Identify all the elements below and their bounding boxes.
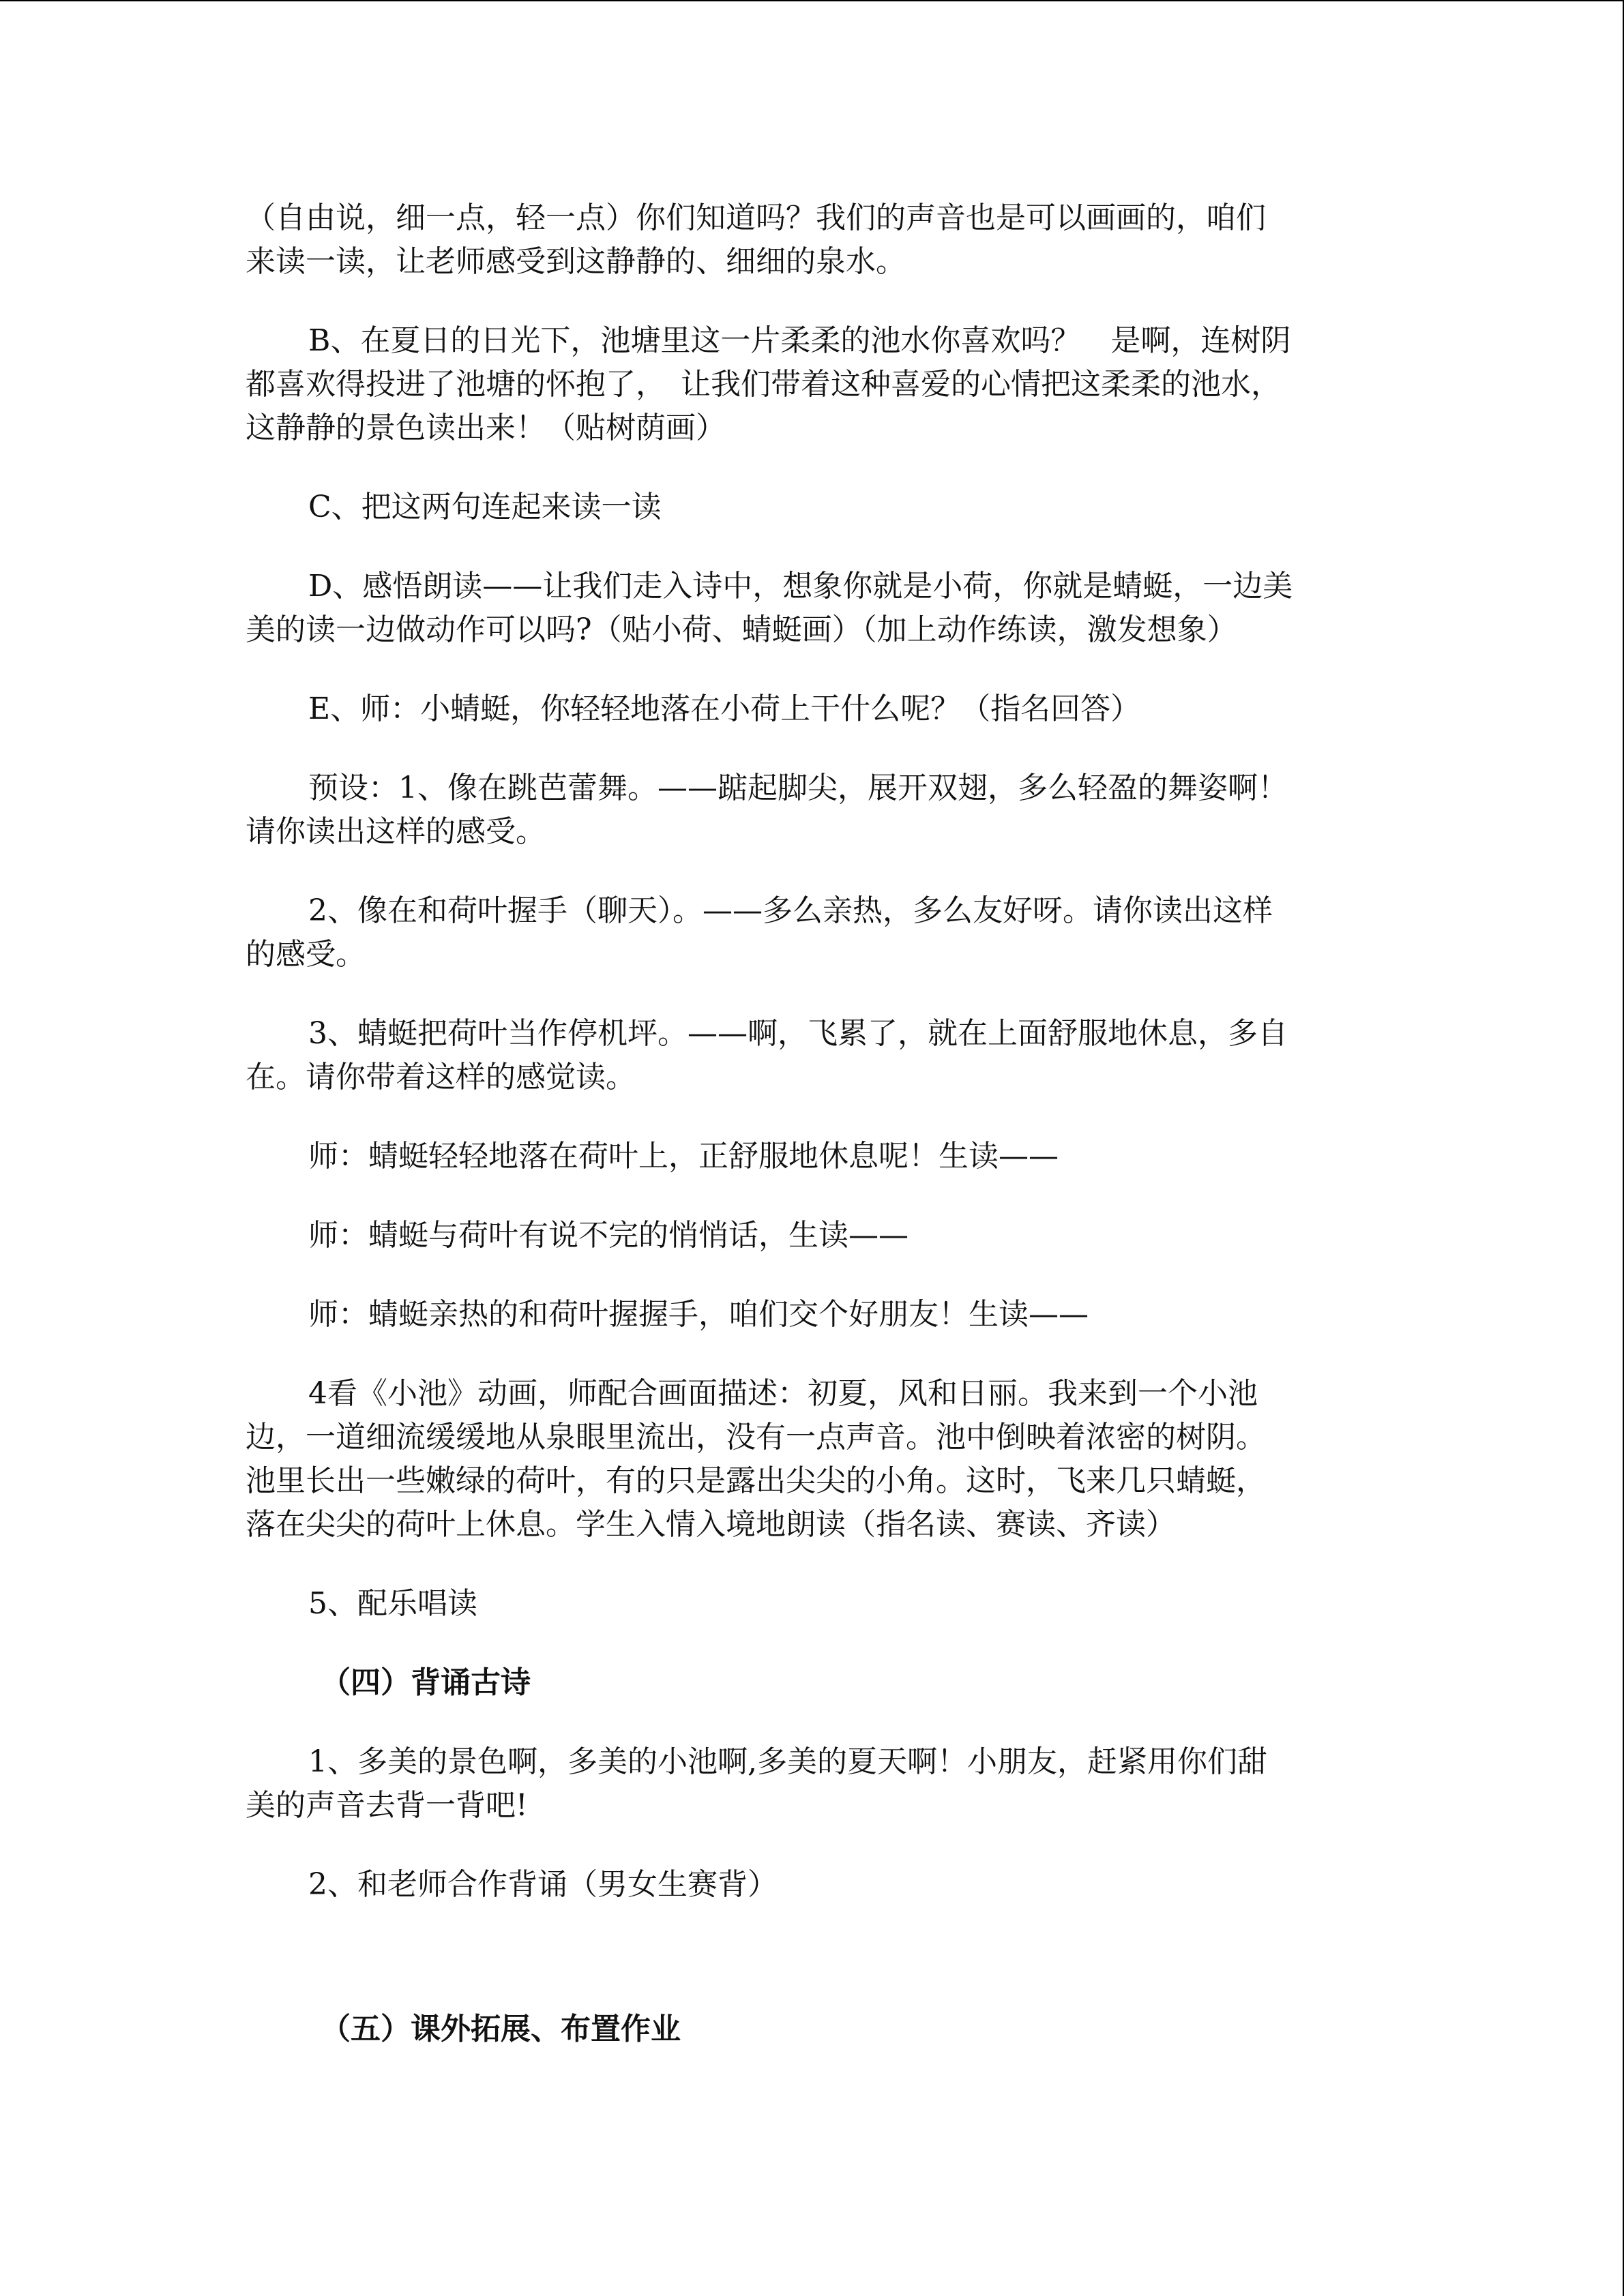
text-line: 1、多美的景色啊，多美的小池啊,多美的夏天啊！小朋友，赶紧用你们甜: [308, 1744, 1267, 1779]
text-line: 5、配乐唱读: [308, 1586, 477, 1621]
text-line: 师：蜻蜓轻轻地落在荷叶上，正舒服地休息呢！生读——: [308, 1139, 1059, 1174]
paragraph-music-reading: [246, 1582, 1381, 1626]
text-line: 2、和老师合作背诵（男女生赛背）: [308, 1867, 778, 1902]
text-line: 师：蜻蜓与荷叶有说不完的悄悄话，生读——: [308, 1218, 909, 1253]
text-line: 都喜欢得投进了池塘的怀抱了， 让我们带着这种喜爱的心情把这柔柔的池水，: [246, 367, 1281, 402]
text-line: 边，一道细流缓缓地从泉眼里流出，没有一点声音。池中倒映着浓密的树阴。: [246, 1420, 1266, 1455]
paragraph-teacher-2: [246, 1214, 1381, 1257]
text-line: 预设：1、像在跳芭蕾舞。——踮起脚尖，展开双翅，多么轻盈的舞姿啊！: [308, 771, 1288, 805]
text-line: 3、蜻蜓把荷叶当作停机坪。——啊，飞累了，就在上面舒服地休息，多自: [308, 1016, 1288, 1051]
text-line: D、感悟朗读——让我们走入诗中，想象你就是小荷，你就是蜻蜓，一边美: [308, 569, 1293, 603]
document-body: [246, 196, 1381, 2087]
paragraph-teacher-1: [246, 1135, 1381, 1178]
paragraph-preset-2: [246, 889, 1381, 976]
paragraph-animation: [246, 1372, 1381, 1547]
text-line: 4看《小池》动画，师配合画面描述：初夏，风和日丽。我来到一个小池: [308, 1376, 1258, 1411]
paragraph-preset-3: [246, 1012, 1381, 1099]
text-line: （自由说，细一点，轻一点）你们知道吗？我们的声音也是可以画画的，咱们: [246, 200, 1266, 235]
text-line: 的感受。: [246, 937, 366, 972]
paragraph-c: [246, 486, 1381, 529]
text-line: E、师：小蜻蜓，你轻轻地落在小荷上干什么呢？（指名回答）: [308, 691, 1141, 726]
section-heading-5: （五）课外拓展、布置作业: [321, 2012, 681, 2046]
text-line: 2、像在和荷叶握手（聊天）。——多么亲热，多么友好呀。请你读出这样: [308, 893, 1273, 928]
text-line: 在。请你带着这样的感觉读。: [246, 1060, 636, 1094]
paragraph-recite-2: [246, 1863, 1381, 1907]
text-line: C、把这两句连起来读一读: [308, 490, 662, 524]
text-line: 师：蜻蜓亲热的和荷叶握握手，咱们交个好朋友！生读——: [308, 1297, 1089, 1332]
text-line: 落在尖尖的荷叶上休息。学生入情入境地朗读（指名读、赛读、齐读）: [246, 1507, 1176, 1542]
text-line: B、在夏日的日光下，池塘里这一片柔柔的池水你喜欢吗？ 是啊，连树阴: [308, 323, 1291, 358]
paragraph-recite-1: [246, 1740, 1381, 1828]
text-line: 请你读出这样的感受。: [246, 814, 546, 849]
paragraph-e: [246, 687, 1381, 731]
text-line: 美的读一边做动作可以吗?（贴小荷、蜻蜓画）（加上动作练读，激发想象）: [246, 612, 1237, 647]
text-line: 美的声音去背一背吧!: [246, 1788, 528, 1823]
text-line: 来读一读，让老师感受到这静静的、细细的泉水。: [246, 244, 906, 279]
section-heading-4: （四）背诵古诗: [321, 1665, 531, 1700]
paragraph-d: [246, 565, 1381, 652]
text-line: 池里长出一些嫩绿的荷叶，有的只是露出尖尖的小角。这时，飞来几只蜻蜓，: [246, 1463, 1266, 1498]
paragraph-intro: [246, 196, 1381, 284]
paragraph-teacher-3: [246, 1293, 1381, 1337]
paragraph-b: [246, 319, 1381, 450]
text-line: 这静静的景色读出来！（贴树荫画）: [246, 411, 726, 445]
paragraph-preset-1: [246, 766, 1381, 854]
